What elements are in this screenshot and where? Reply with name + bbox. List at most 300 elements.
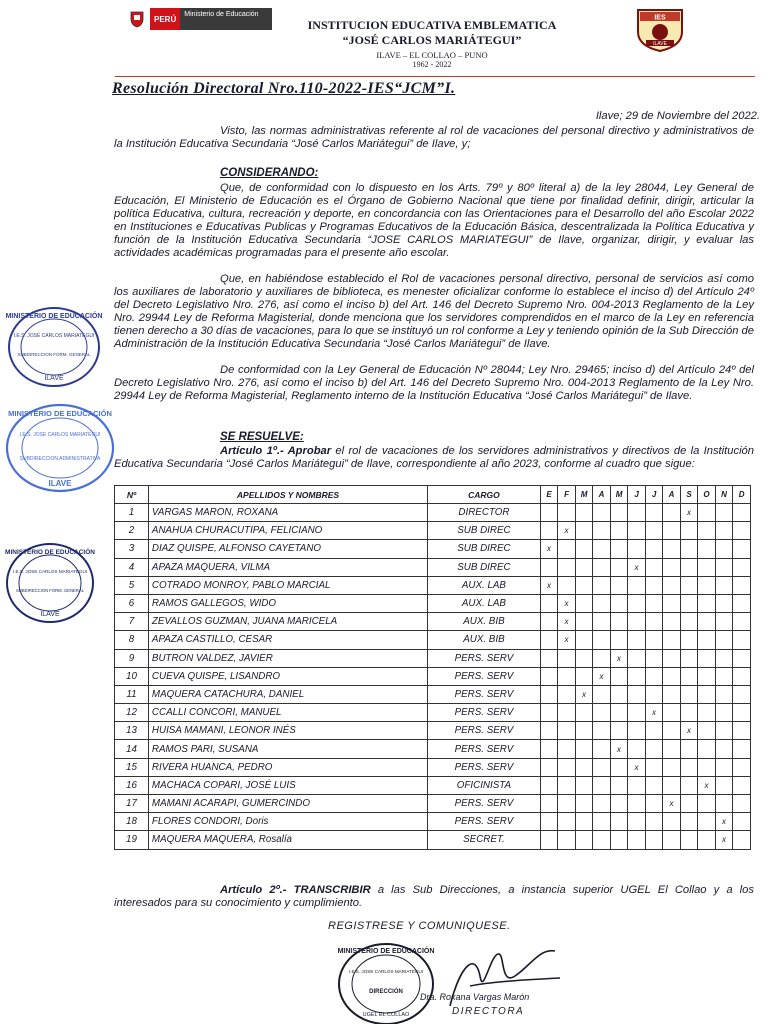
month-cell (628, 776, 646, 794)
month-header: J (645, 486, 663, 504)
month-cell (698, 522, 716, 540)
closing-text: REGISTRESE Y COMUNIQUESE. (328, 920, 511, 932)
row-name: ZEVALLOS GUZMAN, JUANA MARICELA (148, 613, 427, 631)
month-cell (680, 813, 698, 831)
month-cell (610, 504, 628, 522)
month-cell (628, 685, 646, 703)
stamp-subdireccion-general (6, 306, 102, 388)
month-cell (680, 540, 698, 558)
row-name: FLORES CONDORI, Doris (148, 813, 427, 831)
month-cell (645, 631, 663, 649)
ministry-logo (124, 8, 272, 30)
month-cell (628, 594, 646, 612)
row-number: 17 (115, 795, 149, 813)
month-cell (575, 540, 593, 558)
month-cell (558, 540, 576, 558)
month-cell (645, 540, 663, 558)
month-cell (733, 631, 751, 649)
row-name: COTRADO MONROY, PABLO MARCIAL (148, 576, 427, 594)
month-cell (610, 813, 628, 831)
row-cargo: DIRECTOR (428, 504, 541, 522)
table-body (115, 504, 751, 850)
row-cargo: AUX. LAB (428, 576, 541, 594)
stamp3-ring: MINISTERIO DE EDUCACIÓN (5, 549, 95, 556)
month-cell (645, 558, 663, 576)
school-years: 1962 - 2022 (412, 60, 452, 69)
vacation-mark: x (558, 613, 576, 631)
row-cargo: PERS. SERV (428, 795, 541, 813)
month-cell (558, 704, 576, 722)
visto-paragraph: Visto, las normas administrativas referente al rol de vacaciones del personal directivo y administrativos de la Institución Educativa Secundaria “José Carlos Mariátegui” de Ilave, y; (114, 125, 754, 150)
row-number: 14 (115, 740, 149, 758)
table-row (115, 631, 751, 649)
month-cell (680, 831, 698, 849)
table-header-row (115, 486, 751, 504)
month-cell (715, 685, 733, 703)
row-cargo: PERS. SERV (428, 813, 541, 831)
month-cell (645, 613, 663, 631)
vacation-mark: x (558, 594, 576, 612)
month-header: A (663, 486, 681, 504)
considerando-paragraph-1: Que, de conformidad con lo dispuesto en los Arts. 79º y 80º literal a) de la ley 28044, Ley General de Educación, El Ministerio de Educación es el Órgano de Gobierno Nacional que tiene por finalidad definir, dirigir, articular la política Educativa, cultura, recreación y deporte, en concordancia con las Orientaciones para el Desarrollo del año Escolar 2022 en Instituciones e Educativas Publicas y Programas Educativos de la Educación Básica, descentralizada la Política Educativa y función de la Institución Educativa Secundaria “JOSE CARLOS MARIATEGUI” de Ilave, organizar, dirigir, y evaluar las actividades académicas programadas para el presente año escolar. (114, 182, 754, 259)
row-cargo: PERS. SERV (428, 722, 541, 740)
col-num-header: Nº (115, 486, 149, 504)
month-cell (558, 649, 576, 667)
month-cell (663, 813, 681, 831)
month-cell (663, 522, 681, 540)
month-cell (593, 558, 611, 576)
row-name: DIAZ QUISPE, ALFONSO CAYETANO (148, 540, 427, 558)
month-cell (680, 576, 698, 594)
month-cell (645, 831, 663, 849)
month-cell (575, 631, 593, 649)
month-cell (610, 522, 628, 540)
month-cell (733, 522, 751, 540)
row-cargo: AUX. LAB (428, 594, 541, 612)
table-row (115, 685, 751, 703)
month-cell (715, 758, 733, 776)
row-number: 18 (115, 813, 149, 831)
row-name: MAQUERA MAQUERA, Rosalía (148, 831, 427, 849)
vacation-mark: x (698, 776, 716, 794)
stamp4-ring: MINISTERIO DE EDUCACIÓN (337, 948, 435, 955)
vacation-mark: x (628, 558, 646, 576)
month-cell (733, 722, 751, 740)
month-cell (645, 776, 663, 794)
month-cell (698, 649, 716, 667)
month-cell (733, 740, 751, 758)
table-row (115, 740, 751, 758)
month-cell (733, 758, 751, 776)
month-header: E (540, 486, 558, 504)
month-cell (715, 704, 733, 722)
month-cell (575, 667, 593, 685)
month-cell (645, 813, 663, 831)
month-cell (645, 594, 663, 612)
month-cell (733, 613, 751, 631)
month-cell (698, 813, 716, 831)
row-number: 12 (115, 704, 149, 722)
month-cell (715, 740, 733, 758)
row-name: APAZA MAQUERA, VILMA (148, 558, 427, 576)
table-row (115, 722, 751, 740)
month-header: A (593, 486, 611, 504)
month-cell (593, 540, 611, 558)
month-cell (628, 540, 646, 558)
table-row (115, 613, 751, 631)
month-cell (540, 649, 558, 667)
considerando-heading: CONSIDERANDO: (220, 167, 319, 179)
month-cell (733, 831, 751, 849)
month-cell (540, 685, 558, 703)
stamp2-ring: MINISTERIO DE EDUCACIÓN (8, 409, 112, 418)
month-cell (663, 776, 681, 794)
month-cell (558, 685, 576, 703)
month-cell (645, 758, 663, 776)
month-cell (628, 631, 646, 649)
month-cell (680, 758, 698, 776)
stamp3-bottom: ILAVE (40, 611, 60, 618)
row-name: BUTRON VALDEZ, JAVIER (148, 649, 427, 667)
month-cell (733, 685, 751, 703)
month-header: M (610, 486, 628, 504)
month-cell (663, 613, 681, 631)
month-cell (733, 558, 751, 576)
considerando-paragraph-2: Que, en habiéndose establecido el Rol de vacaciones personal directivo, personal de servicios así como los auxiliares de laboratorio y auxiliares de biblioteca, es menester oficializar conforme lo establece el inciso d) del Artículo 24º del Decreto Legislativo Nro. 276, así como el inciso b) del Art. 146 del Decreto Supremo Nro. 004-2013 Reglamento de la Ley Nro. 29944 Ley de Reforma Magisterial, donde menciona que los servidores comprendidos en el marco de la Ley en referencia tienen derecho a 30 días de vacaciones, para lo que se instituyó un rol conforme a Ley y teniendo opinión de la Sub Dirección de Administración de la Institución Educativa Secundaria “José Carlos Mariátegui” de Ilave. (114, 273, 754, 350)
month-cell (645, 649, 663, 667)
month-cell (558, 758, 576, 776)
table-row (115, 667, 751, 685)
month-cell (680, 522, 698, 540)
month-cell (698, 540, 716, 558)
articulo-1-label: Artículo 1º.- Aprobar (220, 445, 332, 457)
month-cell (733, 776, 751, 794)
month-cell (610, 667, 628, 685)
month-cell (715, 558, 733, 576)
month-cell (680, 631, 698, 649)
month-cell (628, 576, 646, 594)
month-cell (610, 685, 628, 703)
table-row (115, 776, 751, 794)
month-cell (645, 522, 663, 540)
row-number: 9 (115, 649, 149, 667)
row-number: 5 (115, 576, 149, 594)
month-cell (593, 613, 611, 631)
month-cell (558, 722, 576, 740)
month-cell (540, 522, 558, 540)
month-cell (733, 813, 751, 831)
stamp4-sub: DIRECCIÓN (369, 989, 403, 995)
month-cell (610, 776, 628, 794)
month-cell (733, 649, 751, 667)
table-row (115, 704, 751, 722)
month-cell (540, 631, 558, 649)
stamp-subdireccion-general-2 (4, 542, 96, 624)
month-cell (558, 558, 576, 576)
date: Ilave; 29 de Noviembre del 2022. (595, 110, 760, 122)
month-cell (558, 813, 576, 831)
month-cell (558, 576, 576, 594)
month-cell (698, 685, 716, 703)
row-name: ANAHUA CHURACUTIPA, FELICIANO (148, 522, 427, 540)
month-cell (680, 776, 698, 794)
month-cell (645, 504, 663, 522)
month-cell (575, 722, 593, 740)
stamp4-inner: I.E.S. JOSE CARLOS MARIATEGUI (348, 969, 424, 974)
row-cargo: SUB DIREC (428, 522, 541, 540)
resolution-title: Resolución Directoral Nro.110-2022-IES“JCM”I. (112, 80, 456, 97)
vacation-mark: x (558, 522, 576, 540)
row-cargo: AUX. BIB (428, 631, 541, 649)
row-name: MACHACA COPARI, JOSÉ LUIS (148, 776, 427, 794)
stamp2-bottom: ILAVE (48, 479, 72, 488)
month-cell (593, 740, 611, 758)
month-cell (698, 740, 716, 758)
school-location: ILAVE – EL COLLAO – PUNO (376, 50, 488, 60)
month-cell (575, 504, 593, 522)
row-cargo: PERS. SERV (428, 685, 541, 703)
table-row (115, 831, 751, 849)
month-cell (575, 594, 593, 612)
articulo-1 (114, 445, 754, 471)
month-cell (610, 540, 628, 558)
vacation-mark: x (663, 795, 681, 813)
school-line2: “JOSÉ CARLOS MARIÁTEGUI” (342, 33, 522, 47)
month-cell (610, 613, 628, 631)
month-cell (628, 667, 646, 685)
vacation-mark: x (593, 667, 611, 685)
month-cell (593, 704, 611, 722)
month-cell (680, 594, 698, 612)
month-cell (663, 685, 681, 703)
ies-logo (634, 8, 686, 52)
month-header: D (733, 486, 751, 504)
articulo-1-text: el rol de vacaciones de los servidores administrativos y directivos de la Institución Educativa Secundaria “José Carlos Mariátegui” de Ilave, correspondiente al año 2023, conforme al cuadro que sigue: (114, 445, 755, 470)
table-row (115, 558, 751, 576)
month-cell (715, 631, 733, 649)
month-cell (610, 576, 628, 594)
month-cell (663, 540, 681, 558)
stamp1-ring: MINISTERIO DE EDUCACIÓN (6, 313, 102, 320)
month-cell (610, 558, 628, 576)
considerando-paragraph-3: De conformidad con la Ley General de Educación Nº 28044; Ley Nro. 29465; inciso d) del Artículo 24º del Decreto Legislativo Nro. 276, así como el inciso b) del Art. 146 del Decreto Supremo Nro. 004-2013 Reglamento de la Ley Nro. 29944 Ley de Reforma Magisterial, Reglamento interno de la Institución Educativa “José Carlos Mariátegui” de Ilave. (114, 364, 754, 402)
month-header: J (628, 486, 646, 504)
stamp2-inner: I.E.S. JOSE CARLOS MARIATEGUI (19, 432, 101, 438)
month-cell (558, 795, 576, 813)
month-cell (733, 667, 751, 685)
month-cell (593, 831, 611, 849)
month-cell (663, 504, 681, 522)
month-cell (645, 685, 663, 703)
month-cell (540, 613, 558, 631)
vacation-mark: x (680, 504, 698, 522)
month-cell (575, 740, 593, 758)
vacation-mark: x (558, 631, 576, 649)
month-header: N (715, 486, 733, 504)
row-number: 2 (115, 522, 149, 540)
month-cell (610, 631, 628, 649)
month-cell (663, 631, 681, 649)
month-cell (593, 722, 611, 740)
articulo-2 (114, 884, 754, 910)
month-cell (593, 649, 611, 667)
month-cell (540, 722, 558, 740)
month-cell (593, 685, 611, 703)
row-name: HUISA MAMANI, LEONOR INÉS (148, 722, 427, 740)
month-header: F (558, 486, 576, 504)
month-cell (715, 613, 733, 631)
row-number: 10 (115, 667, 149, 685)
month-cell (698, 558, 716, 576)
stamp3-sub: SUBDIRECCION FORM. GENERAL (16, 588, 84, 593)
row-number: 3 (115, 540, 149, 558)
month-cell (715, 504, 733, 522)
table-row (115, 594, 751, 612)
vacation-mark: x (628, 758, 646, 776)
school-header (272, 18, 592, 69)
month-cell (540, 758, 558, 776)
month-cell (680, 667, 698, 685)
row-name: RAMOS PARI, SUSANA (148, 740, 427, 758)
month-cell (698, 795, 716, 813)
table-row (115, 813, 751, 831)
month-cell (628, 704, 646, 722)
month-header: O (698, 486, 716, 504)
month-cell (680, 649, 698, 667)
month-cell (663, 667, 681, 685)
month-cell (575, 649, 593, 667)
month-cell (733, 576, 751, 594)
month-cell (558, 667, 576, 685)
month-cell (575, 576, 593, 594)
month-cell (715, 576, 733, 594)
month-cell (645, 667, 663, 685)
month-cell (698, 667, 716, 685)
month-cell (540, 704, 558, 722)
signatory-name: Dra. Roxana Vargas Marón (420, 992, 530, 1002)
month-cell (715, 522, 733, 540)
month-cell (593, 504, 611, 522)
articulo-2-text: a las Sub Direcciones, a instancia superior UGEL El Collao y a los interesados para su conocimiento y cumplimiento. (114, 884, 754, 909)
month-cell (663, 649, 681, 667)
month-cell (575, 831, 593, 849)
month-cell (558, 504, 576, 522)
table-row (115, 758, 751, 776)
month-cell (733, 795, 751, 813)
row-name: MAMANI ACARAPI, GUMERCINDO (148, 795, 427, 813)
table-row (115, 795, 751, 813)
stamp-subdireccion-administrativa (4, 402, 116, 494)
month-cell (540, 776, 558, 794)
month-cell (540, 795, 558, 813)
month-cell (715, 795, 733, 813)
month-cell (540, 504, 558, 522)
month-cell (593, 522, 611, 540)
row-cargo: PERS. SERV (428, 704, 541, 722)
month-cell (593, 594, 611, 612)
month-cell (610, 722, 628, 740)
month-cell (733, 504, 751, 522)
table-row (115, 522, 751, 540)
month-cell (540, 594, 558, 612)
month-cell (645, 722, 663, 740)
month-header: M (575, 486, 593, 504)
row-name: RIVERA HUANCA, PEDRO (148, 758, 427, 776)
month-cell (628, 613, 646, 631)
peru-label: PERÚ (150, 8, 180, 30)
month-cell (663, 558, 681, 576)
row-number: 11 (115, 685, 149, 703)
table-row (115, 540, 751, 558)
month-cell (610, 594, 628, 612)
vacation-mark: x (610, 740, 628, 758)
month-cell (610, 704, 628, 722)
row-name: CCALLI CONCORI, MANUEL (148, 704, 427, 722)
row-name: CUEVA QUISPE, LISANDRO (148, 667, 427, 685)
vacation-mark: x (610, 649, 628, 667)
month-cell (645, 740, 663, 758)
row-name: APAZA CASTILLO, CESAR (148, 631, 427, 649)
vacation-table (114, 485, 751, 850)
month-cell (610, 758, 628, 776)
month-cell (680, 613, 698, 631)
month-cell (558, 831, 576, 849)
month-cell (663, 722, 681, 740)
month-cell (698, 594, 716, 612)
month-cell (628, 522, 646, 540)
vacation-mark: x (540, 540, 558, 558)
row-cargo: AUX. BIB (428, 613, 541, 631)
month-cell (733, 594, 751, 612)
month-cell (628, 813, 646, 831)
month-cell (593, 758, 611, 776)
ministry-name: Ministerio de Educación (180, 8, 272, 30)
row-number: 1 (115, 504, 149, 522)
table-row (115, 649, 751, 667)
month-cell (593, 795, 611, 813)
month-cell (663, 576, 681, 594)
month-cell (628, 649, 646, 667)
month-cell (680, 740, 698, 758)
vacation-mark: x (715, 813, 733, 831)
month-cell (698, 576, 716, 594)
month-cell (593, 631, 611, 649)
month-cell (628, 795, 646, 813)
row-cargo: SUB DIREC (428, 540, 541, 558)
month-cell (698, 831, 716, 849)
table-row (115, 576, 751, 594)
col-cargo-header: CARGO (428, 486, 541, 504)
month-cell (680, 558, 698, 576)
row-number: 8 (115, 631, 149, 649)
vacation-mark: x (575, 685, 593, 703)
month-cell (593, 576, 611, 594)
month-cell (663, 740, 681, 758)
month-cell (540, 831, 558, 849)
row-cargo: PERS. SERV (428, 740, 541, 758)
row-number: 16 (115, 776, 149, 794)
month-cell (558, 776, 576, 794)
vacation-mark: x (715, 831, 733, 849)
month-cell (698, 631, 716, 649)
month-cell (698, 758, 716, 776)
school-line1: INSTITUCION EDUCATIVA EMBLEMATICA (307, 18, 557, 32)
month-cell (610, 795, 628, 813)
row-name: RAMOS GALLEGOS, WIDO (148, 594, 427, 612)
month-cell (628, 504, 646, 522)
row-number: 19 (115, 831, 149, 849)
month-cell (715, 667, 733, 685)
